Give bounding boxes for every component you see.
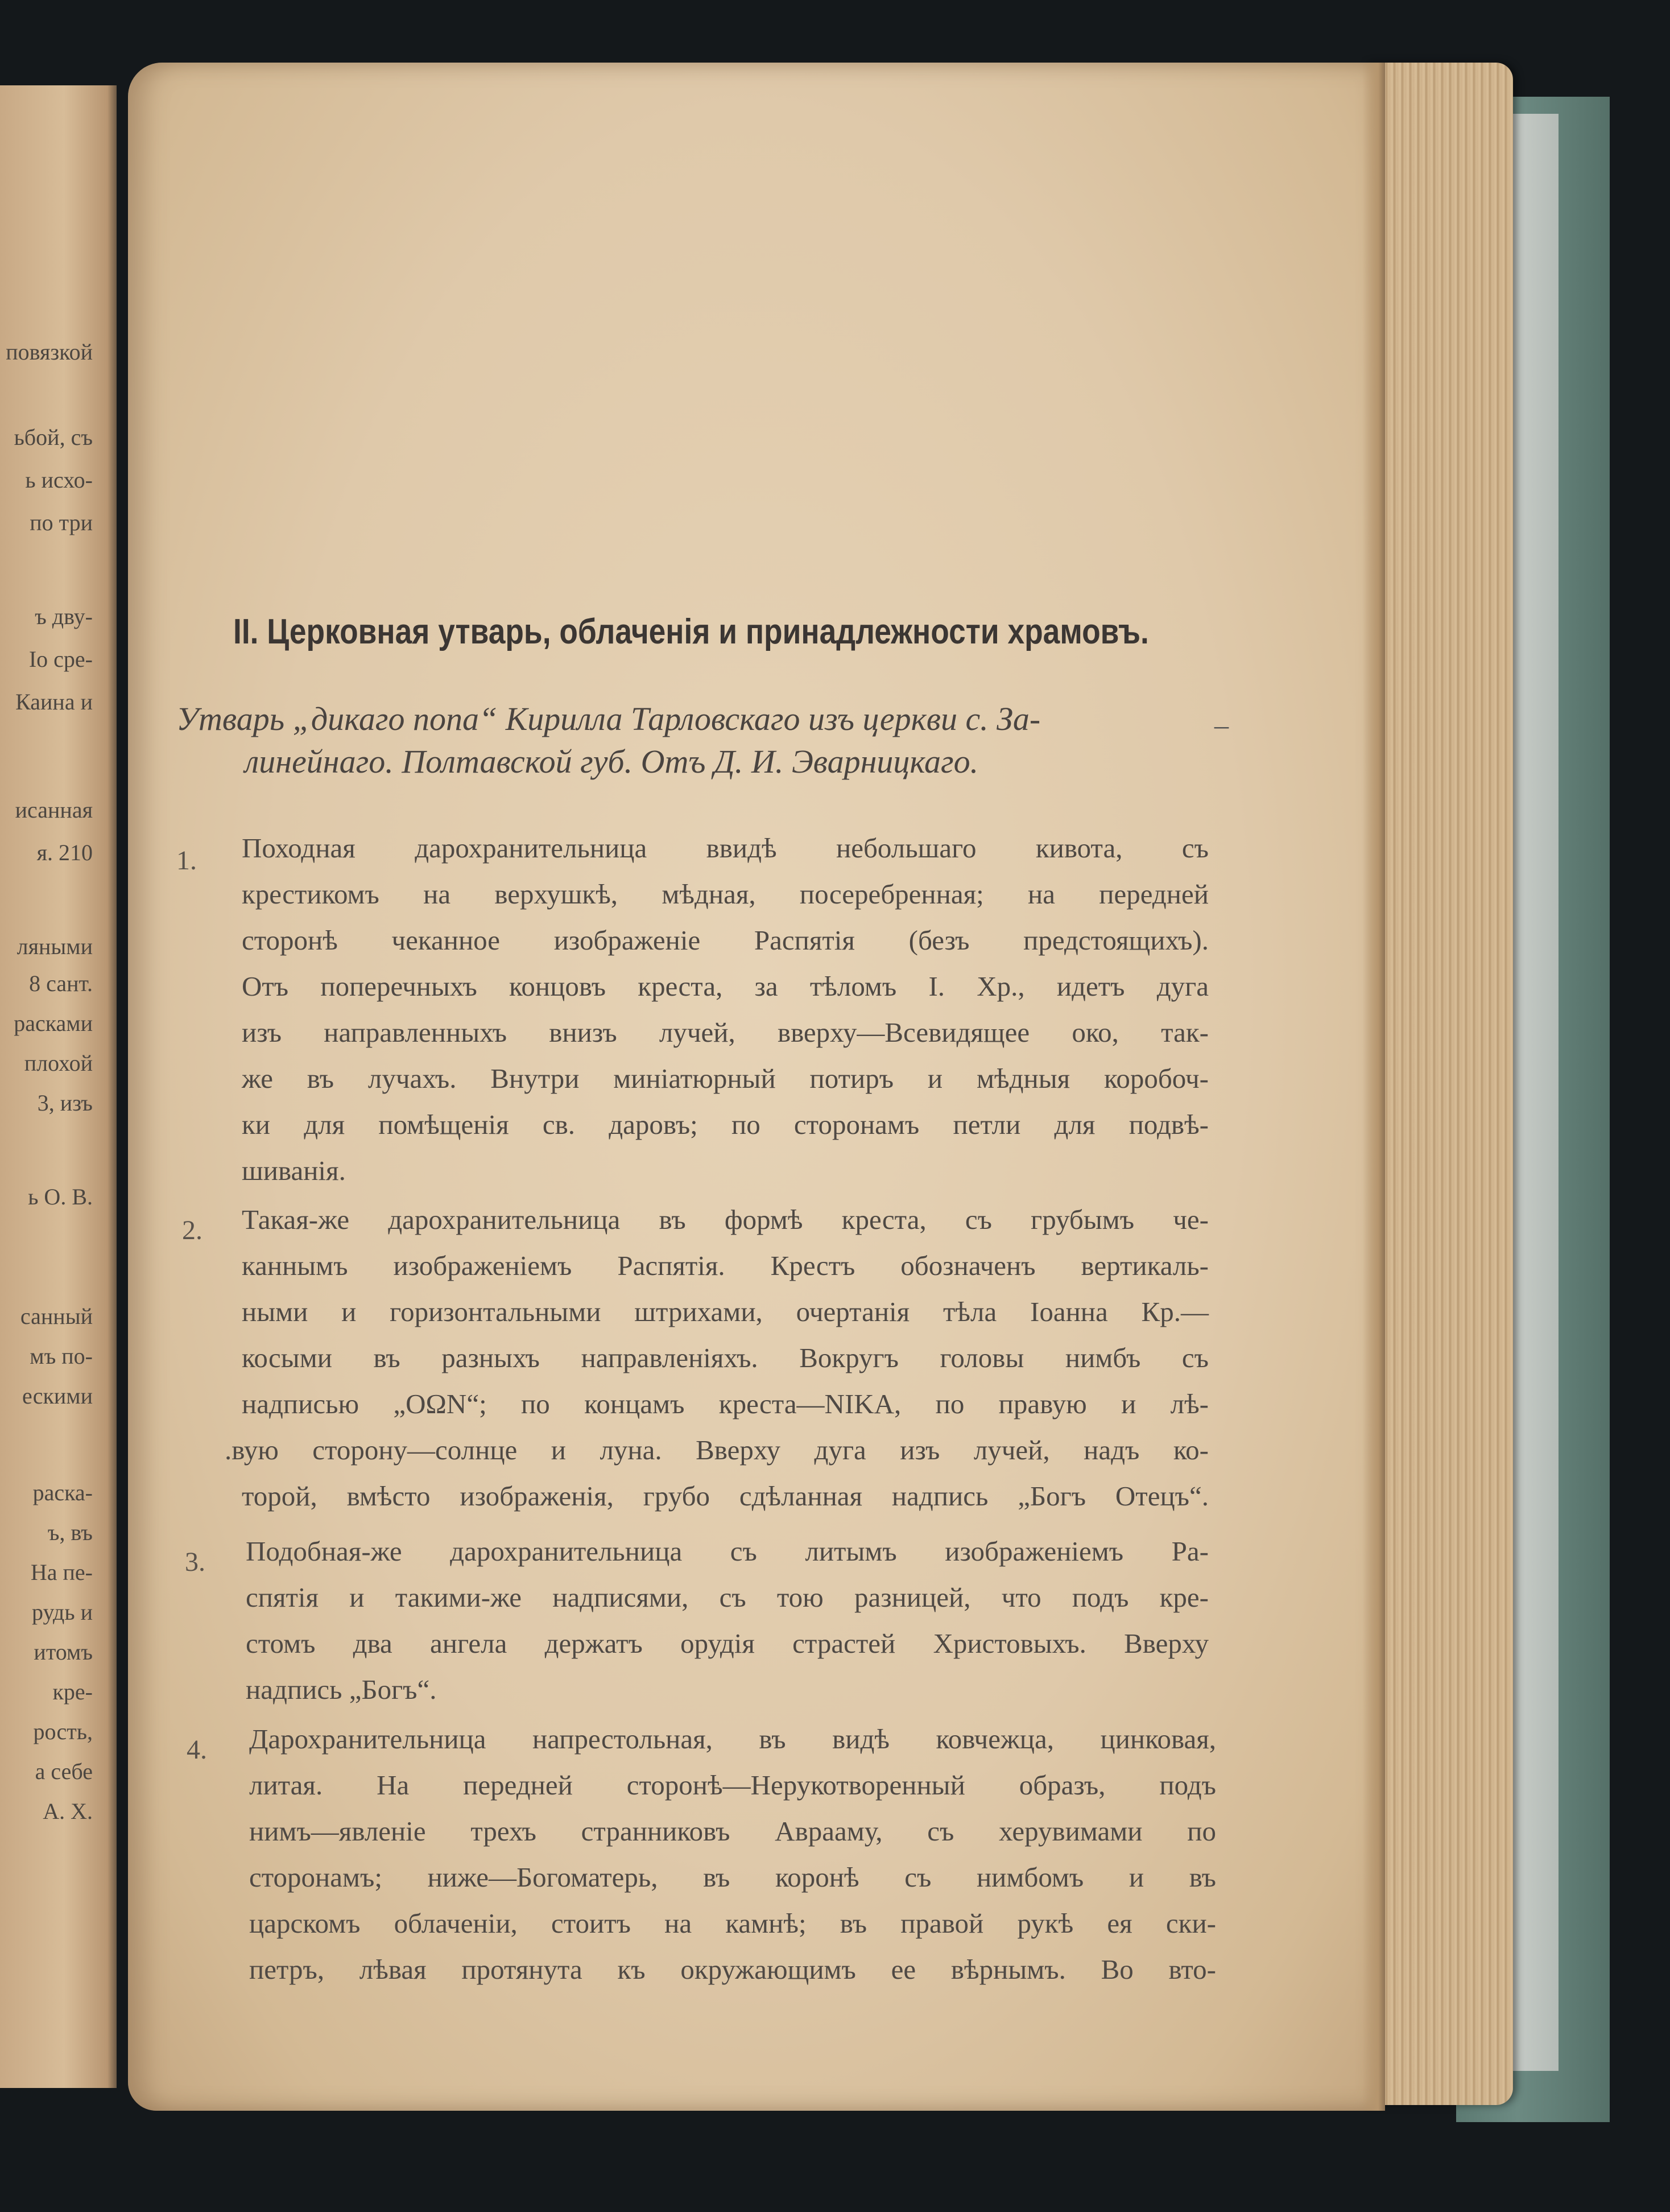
item-number: 3.	[185, 1547, 205, 1577]
subtitle-line: Утварь „дикаго попа“ Кирилла Тарловскаго изъ церкви с. За-	[176, 700, 1041, 737]
section-title: II. Церковная утварь, облаченія и принадлежности храмовъ.	[233, 612, 1149, 651]
item-line: сторонамъ; ниже—Богоматерь, въ коронѣ съ нимбомъ и въ	[249, 1862, 1216, 1893]
facing-page-line: А. Х.	[43, 1798, 93, 1824]
facing-page-line: ъ, въ	[47, 1520, 93, 1545]
item-line: Дарохранительница напрестольная, въ видѣ ковчежца, цинковая,	[249, 1723, 1216, 1755]
item-line: Подобная-же дарохранительница съ литымъ изображеніемъ Ра-	[246, 1536, 1209, 1567]
facing-page-line: раска-	[32, 1480, 93, 1505]
facing-page-line: ьбой, съ	[14, 424, 93, 450]
item-line: крестикомъ на верхушкѣ, мѣдная, посеребренная; на передней	[242, 878, 1209, 910]
facing-page-line: я. 210	[36, 840, 93, 865]
item-line: Отъ поперечныхъ концовъ креста, за тѣломъ І. Хр., идетъ дуга	[242, 971, 1209, 1002]
item-number: 4.	[187, 1735, 207, 1765]
item-line: нимъ—явленіе трехъ странниковъ Аврааму, съ херувимами по	[249, 1815, 1216, 1847]
item-line: спятія и такими-же надписями, съ тою разницей, что подъ кре-	[246, 1582, 1209, 1613]
facing-page-line: 3, изъ	[37, 1090, 93, 1116]
item-line: надписью „ΟΩΝ“; по концамъ креста—NIKA, по правую и лѣ-	[242, 1388, 1209, 1419]
item-number: 2.	[182, 1215, 202, 1245]
facing-page-line: мъ по-	[30, 1343, 93, 1369]
item-line: царскомъ облаченіи, стоитъ на камнѣ; въ правой рукѣ ея ски-	[249, 1908, 1216, 1939]
item-line: сторонѣ чеканное изображеніе Распятія (безъ предстоящихъ).	[242, 925, 1209, 956]
facing-page-line: ляными	[16, 934, 93, 959]
facing-page-line: по три	[30, 510, 93, 535]
facing-page-line: повязкой	[6, 339, 93, 365]
facing-page-line: На пе-	[30, 1559, 93, 1585]
item-line: стомъ два ангела держатъ орудія страстей Христовыхъ. Вверху	[246, 1628, 1209, 1659]
facing-page	[0, 85, 117, 2088]
page-stack-edges	[1365, 63, 1513, 2105]
book-cover-lining	[1507, 114, 1559, 2071]
facing-page-line: кре-	[52, 1679, 93, 1705]
facing-page-line: плохой	[24, 1050, 93, 1076]
facing-page-line: расками	[14, 1010, 93, 1036]
item-line: Походная дарохранительница ввидѣ небольшаго кивота, съ	[242, 832, 1209, 864]
facing-page-line: Io сре-	[28, 646, 93, 672]
item-line: торой, вмѣсто изображенія, грубо сдѣланная надпись „Богъ Отецъ“.	[242, 1480, 1209, 1512]
item-line: Такая-же дарохранительница въ формѣ креста, съ грубымъ че-	[242, 1204, 1209, 1235]
item-line: ки для помѣщенія св. даровъ; по сторонамъ петли для подвѣ-	[242, 1109, 1209, 1140]
item-line: каннымъ изображеніемъ Распятія. Крестъ обозначенъ вертикаль-	[242, 1250, 1209, 1281]
item-line: ными и горизонтальными штрихами, очертанія тѣла Іоанна Кр.—	[242, 1296, 1209, 1327]
item-line: косыми въ разныхъ направленіяхъ. Вокругъ головы нимбъ съ	[242, 1342, 1209, 1373]
facing-page-line: рость,	[33, 1719, 93, 1744]
facing-page-line: Каина и	[15, 689, 93, 715]
item-line: .вую сторону—солнце и луна. Вверху дуга изъ лучей, надъ ко-	[225, 1434, 1209, 1466]
item-line: литая. На передней сторонѣ—Нерукотворенный образъ, подъ	[249, 1769, 1216, 1801]
facing-page-line: ъ дву-	[35, 604, 93, 629]
facing-page-line: итомъ	[34, 1639, 93, 1665]
facing-page-line: исанная	[15, 797, 93, 823]
subtitle-line: линейнаго. Полтавской губ. Отъ Д. И. Эварницкаго.	[245, 743, 979, 780]
facing-page-line: санный	[20, 1303, 93, 1329]
facing-page-line: 8 сант.	[29, 971, 93, 996]
facing-page-line: ь О. В.	[28, 1184, 93, 1210]
item-line: петръ, лѣвая протянута къ окружающимъ ее вѣрнымъ. Во вто-	[249, 1954, 1216, 1985]
item-line: изъ направленныхъ внизъ лучей, вверху—Всевидящее око, так-	[242, 1017, 1209, 1048]
facing-page-line: ь исхо-	[25, 467, 93, 493]
facing-page-line: ескими	[22, 1383, 93, 1409]
facing-page-line: рудь и	[32, 1599, 93, 1625]
item-line: шиванія.	[242, 1155, 346, 1186]
item-line: же въ лучахъ. Внутри миніатюрный потиръ и мѣдныя коробоч-	[242, 1063, 1209, 1094]
item-number: 1.	[176, 845, 197, 876]
facing-page-line: а себе	[35, 1759, 93, 1784]
item-line: надпись „Богъ“.	[246, 1674, 437, 1705]
stray-mark: _	[1214, 699, 1229, 731]
page-fore-edge-shadow	[1362, 63, 1385, 2111]
